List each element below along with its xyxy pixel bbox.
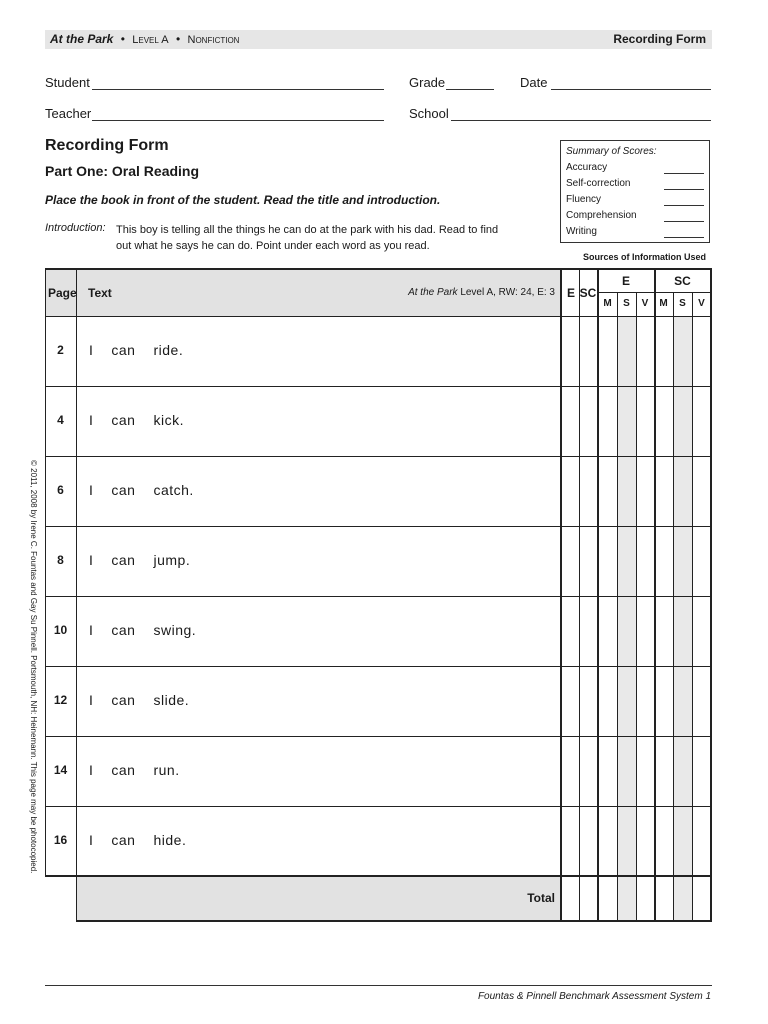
table-border-left	[45, 268, 46, 876]
writing-score-field[interactable]	[664, 237, 704, 238]
row-page-number: 8	[57, 553, 64, 567]
header-book-title: At the Park	[50, 32, 114, 46]
header-separator: •	[175, 32, 181, 46]
row-word: catch.	[153, 482, 194, 498]
subheader-sc-v: V	[698, 298, 705, 309]
total-label: Total	[527, 891, 555, 905]
row-page-number: 14	[53, 763, 68, 777]
total-row-top-line	[45, 875, 712, 877]
row-page-number: 4	[57, 413, 64, 427]
row-word: kick.	[153, 412, 184, 428]
text-column-divider	[560, 268, 562, 922]
row-word: I	[89, 692, 94, 708]
header-form-name: Recording Form	[613, 32, 706, 46]
recording-table	[45, 268, 712, 922]
msv-divider	[692, 292, 693, 922]
summary-row-accuracy	[566, 162, 704, 176]
teacher-field[interactable]	[92, 120, 384, 121]
summary-item-label: Accuracy	[566, 162, 608, 173]
row-divider	[45, 596, 712, 597]
column-header-e: E	[566, 286, 575, 300]
row-word: jump.	[153, 552, 191, 568]
group-header-e: E	[621, 274, 630, 288]
subheader-e-s: S	[623, 298, 630, 309]
row-divider	[45, 456, 712, 457]
column-header-sc: SC	[579, 286, 597, 300]
introduction-label: Introduction:	[45, 222, 106, 234]
shade-column-sc-s	[673, 316, 692, 921]
row-word: I	[89, 342, 94, 358]
row-word: I	[89, 482, 94, 498]
book-info	[345, 287, 555, 298]
row-text	[89, 832, 204, 848]
row-divider	[45, 666, 712, 667]
row-text	[89, 692, 207, 708]
column-header-text: Text	[88, 286, 112, 300]
row-word: can	[111, 412, 136, 428]
row-text	[89, 762, 198, 778]
subheader-sc-s: S	[679, 298, 686, 309]
row-word: swing.	[153, 622, 197, 638]
row-word: I	[89, 622, 94, 638]
row-word: I	[89, 832, 94, 848]
row-text	[89, 412, 202, 428]
header-level: Level A	[132, 34, 169, 46]
row-word: ride.	[153, 342, 184, 358]
row-word: can	[111, 832, 136, 848]
msv-divider	[617, 292, 618, 922]
row-page-number: 10	[53, 623, 68, 637]
summary-row-fluency	[566, 194, 704, 208]
row-word: can	[111, 482, 136, 498]
subheader-sc-m: M	[659, 298, 668, 309]
student-label: Student	[45, 75, 90, 90]
group-divider	[654, 268, 656, 922]
summary-item-label: Self-correction	[566, 178, 631, 189]
row-word: run.	[153, 762, 180, 778]
header-bar	[45, 30, 712, 49]
row-word: I	[89, 412, 94, 428]
footer-text: Fountas & Pinnell Benchmark Assessment System 1	[477, 991, 711, 1002]
summary-item-label: Comprehension	[566, 210, 637, 221]
row-text	[89, 342, 201, 358]
self-correction-score-field[interactable]	[664, 189, 704, 190]
row-divider	[45, 806, 712, 807]
accuracy-score-field[interactable]	[664, 173, 704, 174]
table-border-right	[710, 268, 712, 922]
row-word: can	[111, 342, 136, 358]
part-title: Part One: Oral Reading	[45, 163, 200, 179]
grade-field[interactable]	[446, 89, 494, 90]
summary-title: Summary of Scores:	[566, 146, 657, 157]
school-field[interactable]	[451, 120, 711, 121]
total-row-background	[76, 876, 560, 921]
row-word: hide.	[153, 832, 187, 848]
row-word: can	[111, 622, 136, 638]
msv-divider	[673, 292, 674, 922]
sources-caption: Sources of Information Used	[582, 252, 706, 262]
row-page-number: 16	[53, 833, 68, 847]
page-column-divider	[76, 268, 77, 922]
grade-label: Grade	[409, 75, 446, 90]
row-page-number: 12	[53, 693, 68, 707]
date-label: Date	[520, 75, 548, 90]
row-page-number: 2	[57, 343, 64, 357]
column-header-page: Page	[48, 286, 77, 300]
row-text	[89, 552, 208, 568]
table-border-top	[45, 268, 712, 270]
summary-row-writing	[566, 226, 704, 240]
sc-column-divider	[597, 268, 599, 922]
shade-column-e-s	[617, 316, 636, 921]
school-label: School	[409, 106, 449, 121]
footer-rule	[45, 985, 712, 986]
row-word: I	[89, 762, 94, 778]
form-title: Recording Form	[45, 137, 169, 154]
header-bottom-line	[45, 316, 712, 317]
msv-divider	[636, 292, 637, 922]
row-word: can	[111, 762, 136, 778]
summary-item-label: Fluency	[566, 194, 602, 205]
row-divider	[45, 526, 712, 527]
row-word: can	[111, 552, 136, 568]
row-word: can	[111, 692, 136, 708]
row-word: slide.	[153, 692, 190, 708]
summary-item-label: Writing	[566, 226, 597, 237]
header-book-info	[50, 30, 239, 50]
instruction-text: Place the book in front of the student. Read the title and introduction.	[45, 193, 441, 207]
book-info-title: At the Park	[408, 287, 458, 298]
fluency-score-field[interactable]	[664, 205, 704, 206]
row-divider	[45, 736, 712, 737]
introduction-text: This boy is telling all the things he can do at the park with his dad. Read to find out what he says he can do. Point under each word as you read.	[116, 224, 499, 252]
header-genre: Nonfiction	[187, 34, 240, 46]
book-info-level: Level A, RW: 24, E: 3	[460, 287, 555, 298]
row-text	[89, 622, 214, 638]
subheader-e-m: M	[603, 298, 612, 309]
comprehension-score-field[interactable]	[664, 221, 704, 222]
row-divider	[45, 386, 712, 387]
copyright-notice: © 2011, 2008 by Irene C. Fountas and Gay Su Pinnell. Portsmouth, NH: Heinemann. This page may be photocopied.	[29, 460, 38, 874]
teacher-label: Teacher	[45, 106, 92, 121]
date-field[interactable]	[551, 89, 711, 90]
group-header-sc: SC	[674, 274, 691, 288]
subheader-e-v: V	[641, 298, 649, 309]
row-page-number: 6	[57, 483, 64, 497]
header-separator: •	[120, 32, 125, 46]
student-field[interactable]	[92, 89, 384, 90]
summary-row-comprehension	[566, 210, 704, 224]
row-word: I	[89, 552, 94, 568]
row-text	[89, 482, 212, 498]
summary-of-scores-box	[560, 140, 710, 243]
e-column-divider	[579, 268, 580, 922]
summary-row-self-correction	[566, 178, 704, 192]
